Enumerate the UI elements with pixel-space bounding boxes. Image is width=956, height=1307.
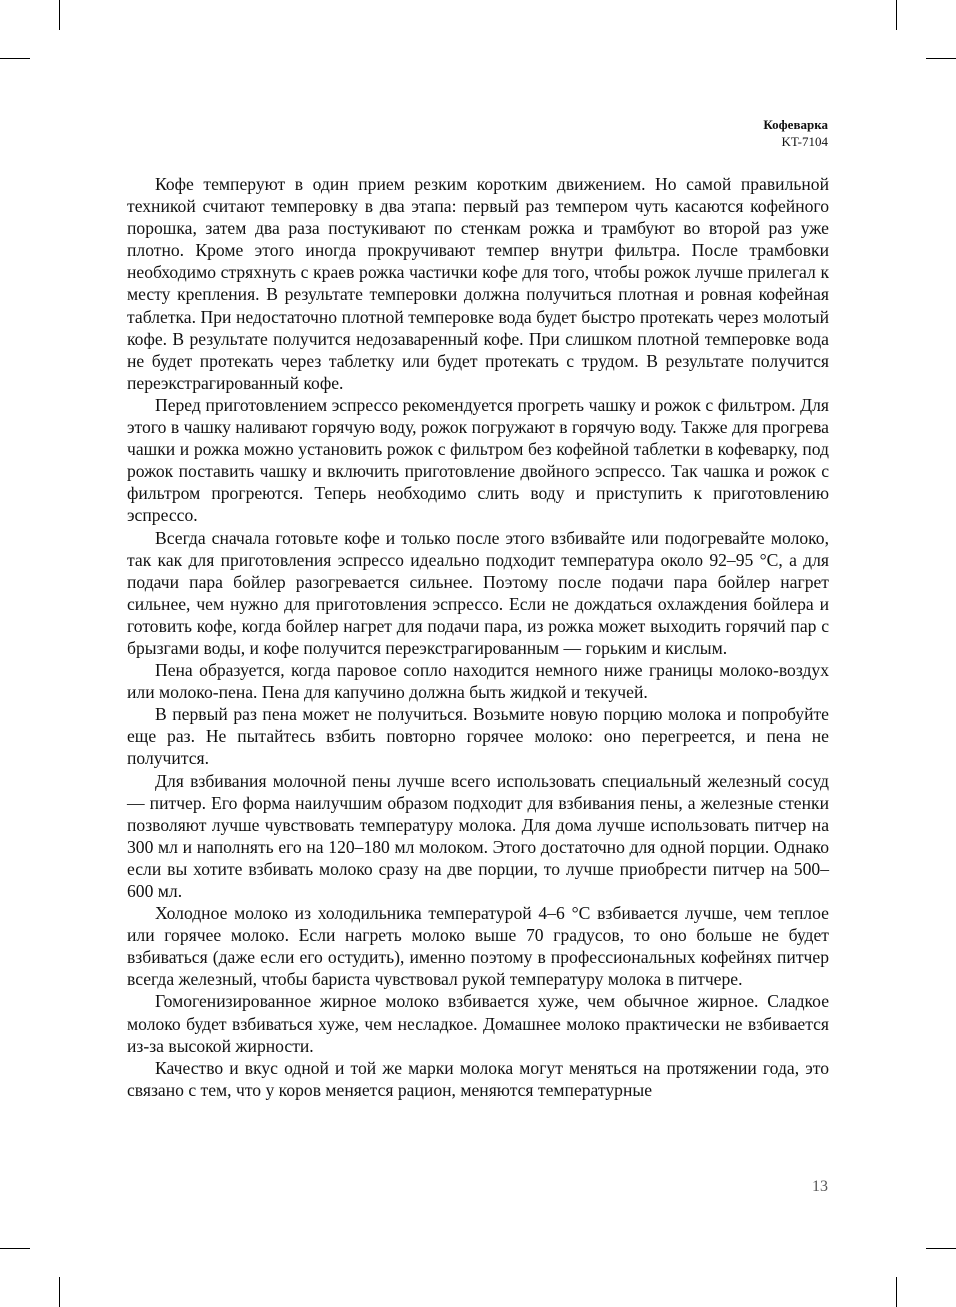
page-number: 13	[812, 1178, 828, 1195]
paragraph-preheating: Перед приготовлением эспрессо рекомендуется прогреть чашку и рожок с фильтром. Для этого в чашку наливают горячую воду, рожок погружают в горячую воду. Также для прогрева чашки и рожка можно установить рожок с фильтром без кофейной таблетки в кофеварку, под рожок поставить чашку и включить приготовление двойного эспрессо. Так чашка и рожок с фильтром прогреются. Теперь необходимо слить воду и приступить к приготовлению эспрессо.	[127, 394, 829, 526]
paragraph-cold-milk: Холодное молоко из холодильника температурой 4–6 °C взбивается лучше, чем теплое или горячее молоко. Если нагреть молоко выше 70 градусов, то оно больше не будет взбиваться (даже если его остудить), именно поэтому в профессиональных кофейнях питчер всегда железный, чтобы бариста чувствовал рукой температуру молока в питчере.	[127, 903, 829, 990]
running-header	[763, 116, 828, 150]
crop-mark-bottom-right-horizontal	[926, 1248, 956, 1249]
crop-mark-top-left-vertical	[59, 0, 60, 30]
crop-mark-top-left-horizontal	[0, 58, 30, 59]
paragraph-coffee-first: Всегда сначала готовьте кофе и только после этого взбивайте или подогревайте молоко, так как для приготовления эспрессо идеально подходит температура около 92–95 °C, а для подачи пара бойлер разогревается сильнее. Поэтому после подачи пара бойлер нагрет сильнее, чем нужно для приготовления эспрессо. Если не дождаться охлаждения бойлера и готовить кофе, когда бойлер нагрет для подачи пара, из рожка может выходить горячий пар с брызгами воды, и кофе получится переэкстрагированным — горьким и кислым.	[127, 527, 829, 658]
paragraph-milk-quality: Качество и вкус одной и той же марки молока могут меняться на протяжении года, это связано с тем, что у коров меняется рацион, меняются температурные	[127, 1057, 829, 1100]
header-model-number: KT-7104	[781, 134, 828, 149]
header-product-title: Кофеварка	[763, 117, 828, 132]
paragraph-first-attempt: В первый раз пена может не получиться. Возьмите новую порцию молока и попробуйте еще раз. Не пытайтесь взбить повторно горячее молоко: оно перегреется, и пена не получится.	[127, 704, 829, 769]
paragraph-tamping: Кофе темперуют в один прием резким коротким движением. Но самой правильной техникой считают темперовку в два этапа: первый раз темпером чуть касаются кофейного порошка, затем два раза постукивают по стенкам рожка и трамбуют во второй раз уже плотно. Кроме этого иногда прокручивают темпер внутри фильтра. После трамбовки необходимо стряхнуть с краев рожка частички кофе для того, чтобы рожок лучше прилегал к месту крепления. В результате темперовки должна получиться плотная и ровная кофейная таблетка. При недостаточно плотной темперовке вода будет быстро протекать через молотый кофе. В результате получится недозаваренный кофе. При слишком плотной темперовке вода не будет протекать через таблетку или будет протекать с трудом. В результате получится переэкстрагированный кофе.	[127, 174, 829, 393]
crop-mark-bottom-left-vertical	[59, 1277, 60, 1307]
paragraph-pitcher: Для взбивания молочной пены лучше всего использовать специальный железный сосуд — питчер. Его форма наилучшим образом подходит для взбивания пены, а железные стенки позволяют лучше чувствовать температуру молока. Для дома лучше использовать питчер на 300 мл и наполнять его на 120–180 мл молоком. Этого достаточно для одной порции. Однако если вы хотите взбивать молоко сразу на две порции, то лучше приобрести питчер на 500–600 мл.	[127, 770, 829, 901]
paragraph-foam-forming: Пена образуется, когда паровое сопло находится немного ниже границы молоко-воздух или молоко-пена. Пена для капучино должна быть жидкой и текучей.	[127, 660, 829, 703]
crop-mark-bottom-right-vertical	[896, 1277, 897, 1307]
crop-mark-top-right-horizontal	[926, 58, 956, 59]
body-text	[127, 173, 829, 1101]
crop-mark-top-right-vertical	[896, 0, 897, 30]
crop-mark-bottom-left-horizontal	[0, 1248, 30, 1249]
paragraph-milk-types: Гомогенизированное жирное молоко взбивается хуже, чем обычное жирное. Сладкое молоко будет взбиваться хуже, чем несладкое. Домашнее молоко практически не взбивается из-за высокой жирности.	[127, 991, 829, 1056]
